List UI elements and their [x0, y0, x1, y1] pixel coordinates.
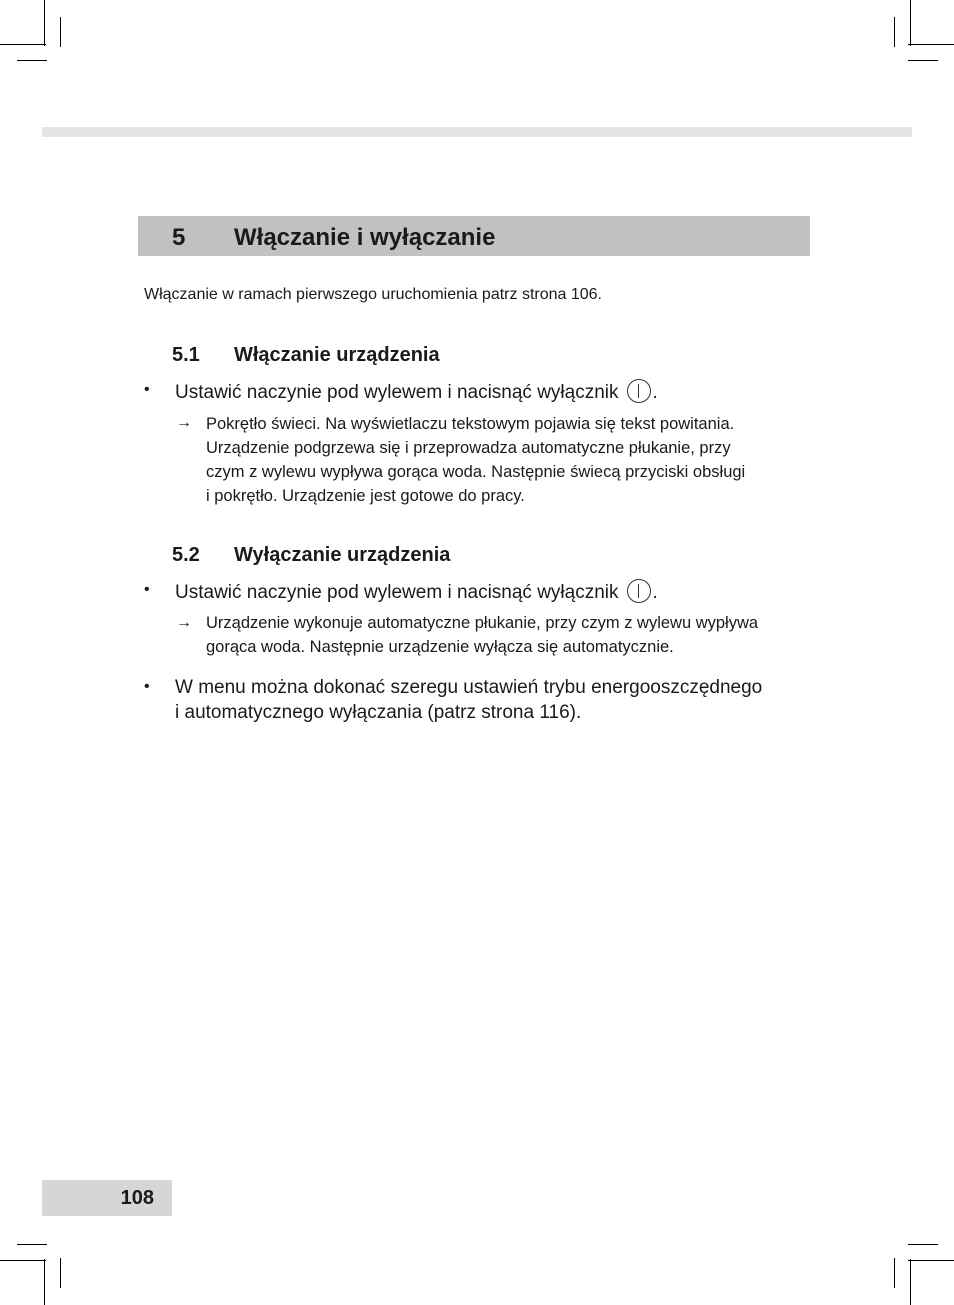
bullet-icon: • [144, 581, 150, 598]
crop-mark [894, 1258, 895, 1288]
section-title: Włączanie urządzenia [234, 344, 440, 366]
section-title: Wyłączanie urządzenia [234, 544, 451, 566]
crop-mark [0, 44, 46, 45]
section-number: 5.1 [172, 344, 200, 366]
chapter-heading [138, 216, 810, 256]
bullet-icon: • [144, 381, 150, 398]
arrow-right-icon: → [176, 614, 192, 631]
crop-mark [908, 60, 938, 61]
crop-mark [910, 1259, 911, 1305]
crop-mark [0, 1260, 46, 1261]
power-switch-icon [627, 379, 651, 403]
instruction-step [175, 579, 658, 604]
result-line: Pokrętło świeci. Na wyświetlaczu tekstowym pojawia się tekst powitania. [206, 415, 735, 433]
result-text [206, 611, 758, 659]
crop-mark [908, 1260, 954, 1261]
header-band [42, 127, 912, 137]
intro-text: Włączanie w ramach pierwszego uruchomienia patrz strona 106. [144, 286, 602, 303]
step-end: . [652, 382, 658, 403]
result-line: i pokrętło. Urządzenie jest gotowe do pracy. [206, 487, 525, 505]
crop-mark [17, 60, 47, 61]
page-number: 108 [120, 1187, 154, 1209]
crop-mark [44, 1259, 45, 1305]
crop-mark [910, 0, 911, 46]
note-line: W menu można dokonać szeregu ustawień trybu energooszczędnego [175, 677, 763, 698]
arrow-right-icon: → [176, 414, 192, 431]
step-text: Ustawić naczynie pod wylewem i nacisnąć wyłącznik [175, 582, 619, 603]
crop-mark [60, 17, 61, 47]
crop-mark [44, 0, 45, 46]
power-switch-icon [627, 579, 651, 603]
note-text [175, 675, 762, 725]
crop-mark [17, 1244, 47, 1245]
step-text: Ustawić naczynie pod wylewem i nacisnąć wyłącznik [175, 382, 619, 403]
crop-mark [908, 1244, 938, 1245]
result-line: czym z wylewu wypływa gorąca woda. Następnie świecą przyciski obsługi [206, 463, 746, 481]
result-line: Urządzenie podgrzewa się i przeprowadza automatyczne płukanie, przy [206, 439, 731, 457]
bullet-icon: • [144, 678, 150, 695]
crop-mark [908, 44, 954, 45]
chapter-title: Włączanie i wyłączanie [234, 224, 496, 251]
crop-mark [60, 1258, 61, 1288]
chapter-number: 5 [172, 224, 186, 251]
step-end: . [652, 582, 658, 603]
result-line: Urządzenie wykonuje automatyczne płukanie, przy czym z wylewu wypływa [206, 614, 759, 632]
section-number: 5.2 [172, 544, 200, 566]
result-text [206, 412, 745, 508]
result-line: gorąca woda. Następnie urządzenie wyłącza się automatycznie. [206, 638, 674, 656]
instruction-step [175, 379, 658, 404]
note-line: i automatycznego wyłączania (patrz strona 116). [175, 702, 582, 723]
crop-mark [894, 17, 895, 47]
page-number-box [42, 1180, 172, 1216]
